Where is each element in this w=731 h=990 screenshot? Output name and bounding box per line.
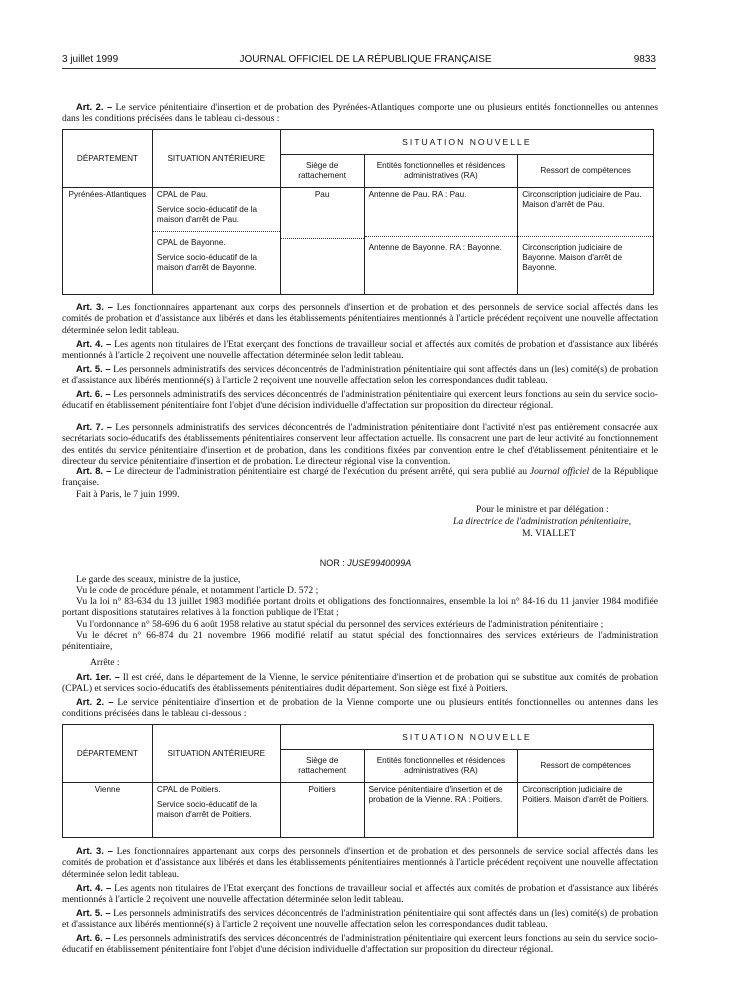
col-header-situation-anterieure: SITUATION ANTÉRIEURE: [152, 130, 280, 188]
cell-line: Service socio-éducatif de la maison d'arrêt de Bayonne.: [156, 253, 258, 272]
article-4-paragraph: [62, 338, 658, 362]
article-label: Art. 5. –: [76, 907, 111, 918]
article-text: Les fonctionnaires appartenant aux corps des personnels d'insertion et de probation et des personnels de service social affectés dans les comités de probation et d'assistance aux libérés et dans les établissements pénitentiaires mentionnés à l'article précédent reçoivent une nouvelle affectation déterminée selon ledit tableau.: [62, 302, 658, 336]
cell-line: Antenne de Pau. RA : Pau.: [368, 190, 467, 199]
article-label: Art. 6. –: [76, 388, 111, 399]
article-label: Art. 6. –: [76, 932, 111, 943]
cell-entites: [364, 188, 518, 295]
cell-line: CPAL de Bayonne.: [156, 238, 226, 247]
cell-line: Circonscription judiciaire de Bayonne. Maison d'arrêt de Bayonne.: [522, 243, 623, 272]
article-text: Les personnels administratifs des services déconcentrés de l'administration pénitentiaire qui exercent leurs fonctions au sein du service socio-éducatif en établissement pénitentiaire font l'objet d'une décision individuelle d'affectation sur proposition du directeur régional.: [62, 933, 659, 956]
col-header-departement: DÉPARTEMENT: [63, 725, 153, 783]
article-7-paragraph: [62, 421, 658, 468]
col-header-situation-nouvelle: SITUATION NOUVELLE: [280, 130, 653, 155]
col-header-entites: Entités fonctionnelles et résidences administratives (RA): [364, 155, 518, 188]
table-vienne: [62, 724, 654, 838]
cell-ressort: Circonscription judiciaire de Poitiers. Maison d'arrêt de Poitiers.: [518, 783, 654, 838]
signature-title: La directrice de l'administration pénitentiaire,: [453, 516, 632, 527]
nor-code: JUSE9940099A: [347, 558, 412, 568]
signature-name: M. VIALLET: [522, 528, 576, 539]
article-text: Les fonctionnaires appartenant aux corps des personnels d'insertion et de probation et des personnels de service social affectés dans les comités de probation et d'assistance aux libérés et dans les établissements pénitentiaires mentionnés à l'article précédent reçoivent une nouvelle affectation déterminée selon ledit tableau.: [62, 846, 658, 880]
col-header-situation-nouvelle: SITUATION NOUVELLE: [280, 725, 653, 750]
article-text: Les personnels administratifs des services déconcentrés de l'administration pénitentiaire qui sont affectés dans un (les) comité(s) de probation et d'assistance aux libérés mentionné(s) à l'article 2 reçoivent une nouvelle affectation selon les correspondances dudit tableau.: [62, 908, 658, 931]
article-6-paragraph: [62, 388, 658, 412]
cell-departement: Vienne: [63, 783, 153, 838]
fait-a-paris: Fait à Paris, le 7 juin 1999.: [76, 489, 180, 500]
cell-ressort: [518, 188, 654, 295]
header-journal-title: JOURNAL OFFICIEL DE LA RÉPUBLIQUE FRANÇAISE: [239, 54, 492, 65]
cell-line: CPAL de Pau.: [156, 190, 208, 199]
col-header-departement: DÉPARTEMENT: [63, 130, 153, 188]
col-header-ressort: Ressort de compétences: [518, 750, 654, 783]
article-label: Art. 2. –: [76, 101, 113, 112]
article-text: Il est créé, dans le département de la Vienne, le service pénitentiaire d'insertion et de probation qui se substitue aux comités de probation (CPAL) et services socio-éducatifs des établissements pénitentiaires dudit département. Son siège est fixé à Poitiers.: [62, 672, 658, 695]
cell-departement: Pyrénées-Atlantiques: [63, 188, 153, 295]
article-label: Art. 7. –: [76, 421, 112, 432]
article-label: Art. 4. –: [76, 882, 112, 893]
intro-line: Le garde des sceaux, ministre de la justice,: [76, 574, 241, 585]
cell-siege: Poitiers: [280, 783, 364, 838]
visa-3: Vu l'ordonnance n° 58-696 du 6 août 1958 relative au statut spécial du personnel des services extérieurs de l'administration pénitentiaire ;: [76, 619, 604, 630]
article-label: Art. 3. –: [76, 845, 113, 856]
article-text: Le service pénitentiaire d'insertion et de probation de la Vienne comporte une ou plusieurs entités fonctionnelles ou antennes dans les conditions précisées dans le tableau ci-dessous :: [62, 697, 658, 720]
article-6-paragraph: [62, 932, 658, 956]
article-text: Les agents non titulaires de l'Etat exerçant des fonctions de travailleur social et affectés aux comités de probation et d'assistance aux libérés mentionnés à l'article 2 reçoivent une nouvelle affectation déterminée selon ledit tableau.: [62, 883, 658, 906]
header-rule: [62, 68, 656, 69]
cell-line: Antenne de Bayonne. RA : Bayonne.: [368, 243, 502, 252]
article-label: Art. 4. –: [76, 338, 112, 349]
cell-situation-anterieure: [152, 188, 280, 295]
article-text: Les personnels administratifs des services déconcentrés de l'administration pénitentiaire dont l'activité n'est pas entièrement consacrée aux secrétariats socio-éducatifs des établissements pénitentiaires conservent leur affectation actuelle. Ils consacrent une part de leur activité au fonctionnement des entités du service pénitentiaire d'insertion et de probation, dans les conditions fixées par convention entre le chef d'établissement pénitentiaire et le directeur du service pénitentiaire d'insertion et de probation. Le directeur régional vise la convention.: [62, 422, 658, 468]
article-2-paragraph: [62, 101, 658, 125]
cell-line: Circonscription judiciaire de Pau. Maison d'arrêt de Pau.: [522, 190, 642, 209]
arrete-heading: Arrête :: [90, 657, 120, 668]
dotted-separator: [365, 236, 518, 237]
cell-siege: [280, 188, 364, 295]
article-label: Art. 8. –: [76, 465, 112, 476]
article-label: Art. 3. –: [76, 301, 113, 312]
table-pyrenees-atlantiques: [62, 129, 654, 295]
article-8-paragraph: [62, 465, 658, 489]
cell-line: Pau: [314, 190, 330, 199]
visa-4: Vu le décret n° 66-874 du 21 novembre 1966 modifié relatif au statut spécial des fonctionnaires des services extérieurs de l'administration pénitentiaire,: [62, 630, 658, 653]
col-header-situation-anterieure: SITUATION ANTÉRIEURE: [152, 725, 280, 783]
dotted-separator: [281, 238, 364, 239]
header-date: 3 juillet 1999: [62, 54, 119, 65]
cell-line: Service socio-éducatif de la maison d'arrêt de Poitiers.: [156, 800, 258, 819]
article-label: Art. 5. –: [76, 363, 111, 374]
article-text: Le directeur de l'administration pénitentiaire est chargé de l'exécution du présent arrêté, qui sera publié au: [114, 466, 528, 477]
nor-label: NOR :: [319, 558, 345, 568]
table-row: [63, 783, 654, 838]
col-header-siege: Siège de rattachement: [280, 155, 364, 188]
col-header-entites: Entités fonctionnelles et résidences administratives (RA): [364, 750, 518, 783]
visa-2: Vu la loi n° 83-634 du 13 juillet 1983 modifiée portant droits et obligations des fonctionnaires, ensemble la loi n° 84-16 du 11 janvier 1984 modifiée portant dispositions statutaires relatives à la fonction publique de l'Etat ;: [62, 596, 658, 619]
article-text: Les agents non titulaires de l'Etat exerçant des fonctions de travailleur social et affectés aux comités de probation et d'assistance aux libérés mentionnés à l'article 2 reçoivent une nouvelle affectation déterminée selon ledit tableau.: [62, 339, 658, 362]
article-5-paragraph: [62, 907, 658, 931]
article-1-paragraph: [62, 671, 658, 695]
article-2-paragraph: [62, 696, 658, 720]
article-text: Les personnels administratifs des services déconcentrés de l'administration pénitentiaire qui sont affectés dans un (les) comité(s) de probation et d'assistance aux libérés mentionné(s) à l'article 2 reçoivent une nouvelle affectation selon les correspondances dudit tableau.: [62, 364, 658, 387]
visa-1: Vu le code de procédure pénale, et notamment l'article D. 572 ;: [76, 585, 319, 596]
dotted-separator: [518, 236, 653, 237]
col-header-ressort: Ressort de compétences: [518, 155, 654, 188]
article-label: Art. 2. –: [76, 696, 114, 707]
header-page-number: 9833: [633, 54, 656, 65]
nor-reference: [0, 558, 731, 568]
article-5-paragraph: [62, 363, 658, 387]
cell-line: CPAL de Poitiers.: [156, 785, 221, 794]
dotted-separator: [153, 231, 280, 232]
col-header-siege: Siège de rattachement: [280, 750, 364, 783]
article-3-paragraph: [62, 845, 658, 880]
journal-officiel-title: Journal officiel: [529, 466, 590, 477]
article-text: Le service pénitentiaire d'insertion et de probation des Pyrénées-Atlantiques comporte une ou plusieurs entités fonctionnelles ou antennes dans les conditions précisées dans le tableau ci-dessous :: [62, 102, 658, 125]
article-label: Art. 1er. –: [76, 671, 120, 682]
cell-situation-anterieure: [152, 783, 280, 838]
table-row: [63, 188, 654, 295]
article-3-paragraph: [62, 301, 658, 336]
article-4-paragraph: [62, 882, 658, 906]
cell-entites: Service pénitentiaire d'insertion et de probation de la Vienne. RA : Poitiers.: [364, 783, 518, 838]
article-text: Les personnels administratifs des services déconcentrés de l'administration pénitentiaire qui exercent leurs fonctions au sein du service socio-éducatif en établissement pénitentiaire font l'objet d'une décision individuelle d'affectation sur proposition du directeur régional.: [62, 389, 659, 412]
article-text: de la République française.: [62, 466, 658, 489]
cell-line: Service socio-éducatif de la maison d'arrêt de Pau.: [156, 205, 258, 224]
signature-delegation: Pour le ministre et par délégation :: [476, 504, 609, 515]
